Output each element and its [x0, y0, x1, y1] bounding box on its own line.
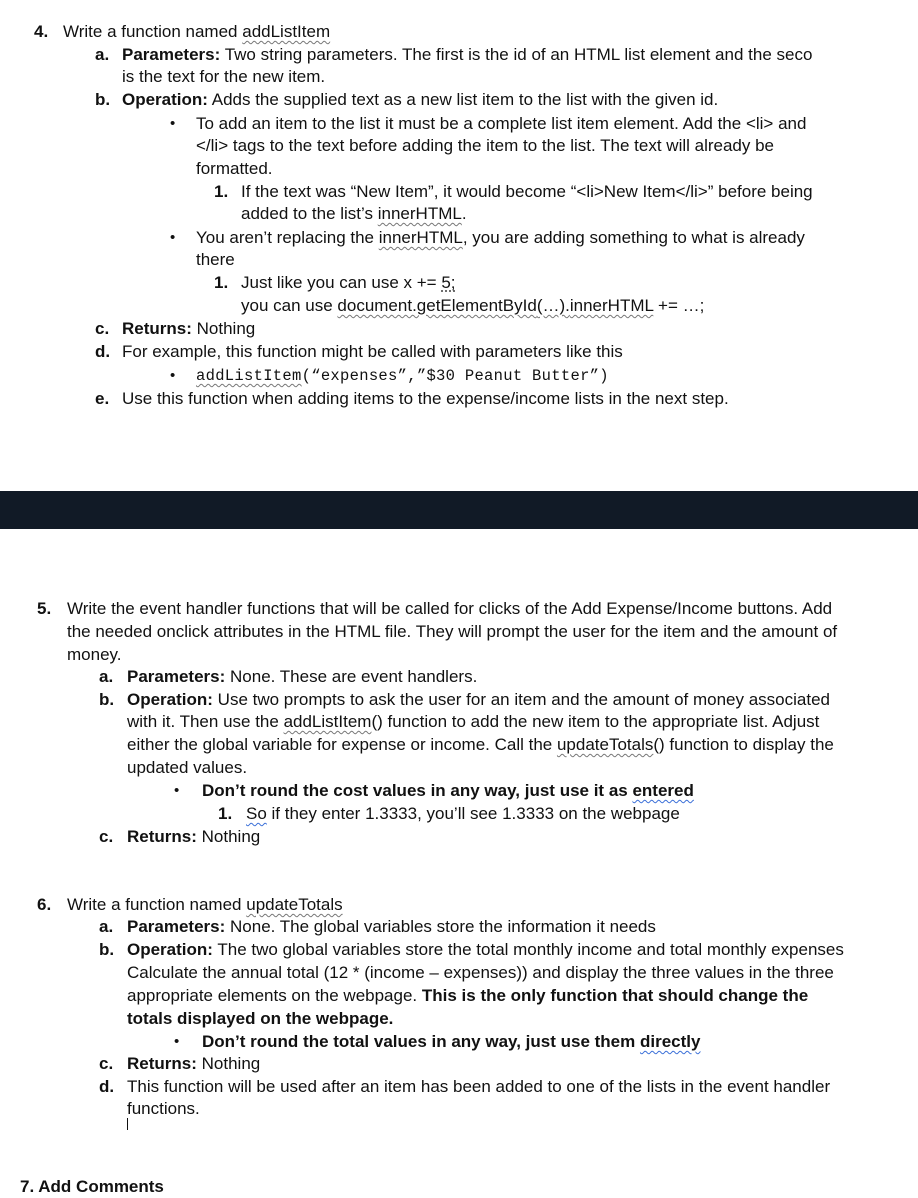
section-5-line2: the needed onclick attributes in the HTML file. They will prompt the user for the item and the amount of — [67, 622, 838, 641]
innerhtml-term: innerHTML — [378, 228, 463, 247]
section-5b-text-cont2: either the global variable for expense or income. Call the updateTotals() function to display the — [127, 735, 834, 754]
label-4d: d. — [95, 342, 111, 361]
section-6b-bullet: Don’t round the total values in any way, just use them directly — [202, 1032, 701, 1051]
code-function-name: addListItem — [196, 367, 302, 385]
section-4b-bullet1-cont2: formatted. — [196, 159, 273, 178]
func-name-updatetotals: updateTotals — [246, 895, 343, 914]
section-6d-text: This function will be used after an item has been added to one of the lists in the event handler — [127, 1077, 831, 1096]
section-5b-bullet: Don’t round the cost values in any way, just use it as entered — [202, 781, 694, 800]
section-6b-text-cont2: appropriate elements on the webpage. This is the only function that should change the — [127, 986, 809, 1005]
page-divider-band — [0, 491, 918, 529]
section-4c-text: Returns: Nothing — [122, 319, 256, 338]
label-6d: d. — [99, 1077, 115, 1096]
section-5c-text: Returns: Nothing — [127, 827, 261, 846]
func-name-addlistitem: addListItem — [242, 22, 331, 41]
section-5b-text-cont3: updated values. — [127, 758, 248, 777]
bullet-dot: • — [174, 782, 180, 799]
section-5-line1: Write the event handler functions that will be called for clicks of the Add Expense/Income buttons. Add — [67, 599, 833, 618]
section-5b-text: Operation: Use two prompts to ask the user for an item and the amount of money associated — [127, 690, 830, 709]
so-term: So — [246, 804, 267, 823]
code-term: 5; — [441, 273, 456, 292]
label-5c: c. — [99, 827, 114, 846]
section-4b-sub1-cont: added to the list’s innerHTML. — [241, 204, 467, 223]
innerhtml-term: innerHTML — [569, 296, 654, 315]
section-4e-text: Use this function when adding items to the expense/income lists in the next step. — [122, 389, 729, 408]
section-4b-bullet1-cont: </li> tags to the text before adding the item to the list. The text will already be — [196, 136, 775, 155]
section-4b-sub1: If the text was “New Item”, it would become “<li>New Item</li>” before being — [241, 182, 813, 201]
section-4-intro: Write a function named addListItem — [63, 22, 331, 41]
section-6b-text-cont3: totals displayed on the webpage. — [127, 1009, 394, 1028]
section-4a-text-cont: is the text for the new item. — [122, 67, 326, 86]
section-4b-sub2: Just like you can use x += 5; — [241, 273, 456, 292]
section-6d-text-cont: functions. — [127, 1099, 200, 1118]
label-4c: c. — [95, 319, 110, 338]
section-4b-text: Operation: Adds the supplied text as a new list item to the list with the given id. — [122, 90, 719, 109]
section-4a-text: Parameters: Two string parameters. The first is the id of an HTML list element and the seco — [122, 45, 813, 64]
bullet-dot: • — [170, 115, 176, 132]
label-6c: c. — [99, 1054, 114, 1073]
sub-number: 1. — [214, 182, 229, 201]
item-number-5: 5. — [37, 599, 52, 618]
section-4b-bullet1: To add an item to the list it must be a complete list item element. Add the <li> and — [196, 114, 807, 133]
bullet-dot: • — [174, 1033, 180, 1050]
section-6b-text-cont: Calculate the annual total (12 * (income – expenses)) and display the three values in the three — [127, 963, 834, 982]
label-4e: e. — [95, 389, 110, 408]
section-6c-text: Returns: Nothing — [127, 1054, 261, 1073]
section-5a-text: Parameters: None. These are event handlers. — [127, 667, 478, 686]
label-5a: a. — [99, 667, 114, 686]
section-5b-text-cont: with it. Then use the addListItem() function to add the new item to the appropriate list. Adjust — [127, 712, 820, 731]
section-5b-sub: So if they enter 1.3333, you’ll see 1.3333 on the webpage — [246, 804, 680, 823]
section-6-intro: Write a function named updateTotals — [67, 895, 343, 914]
sub-number: 1. — [214, 273, 229, 292]
innerhtml-term: innerHTML — [377, 204, 462, 223]
label-6a: a. — [99, 917, 114, 936]
entered-term: entered — [632, 781, 694, 800]
code-example: addListItem(“expenses”,”$30 Peanut Butter”) — [196, 367, 609, 385]
next-heading-partial: 7. Add Comments — [20, 1177, 164, 1196]
directly-term: directly — [639, 1032, 701, 1051]
getelementbyid-term: document.getElementById — [337, 296, 537, 315]
section-4d-text: For example, this function might be called with parameters like this — [122, 342, 623, 361]
label-4b: b. — [95, 90, 111, 109]
item-number-4: 4. — [34, 22, 49, 41]
section-6b-text: Operation: The two global variables store the total monthly income and total monthly expenses — [127, 940, 844, 959]
bullet-dot: • — [170, 229, 176, 246]
label-4a: a. — [95, 45, 110, 64]
func-name-addlistitem: addListItem — [283, 712, 372, 731]
label-6b: b. — [99, 940, 115, 959]
section-4b-bullet2-cont: there — [196, 250, 235, 269]
section-6a-text: Parameters: None. The global variables store the information it needs — [127, 917, 656, 936]
sub-number: 1. — [218, 804, 233, 823]
label-5b: b. — [99, 690, 115, 709]
bullet-dot: • — [170, 367, 176, 384]
section-4b-sub2-cont: you can use document.getElementById(…).innerHTML += …; — [241, 296, 705, 315]
item-number-6: 6. — [37, 895, 52, 914]
section-4b-bullet2: You aren’t replacing the innerHTML, you are adding something to what is already — [196, 228, 805, 247]
text-cursor — [127, 1118, 128, 1130]
func-name-updatetotals: updateTotals — [556, 735, 654, 754]
section-5-line3: money. — [67, 645, 122, 664]
